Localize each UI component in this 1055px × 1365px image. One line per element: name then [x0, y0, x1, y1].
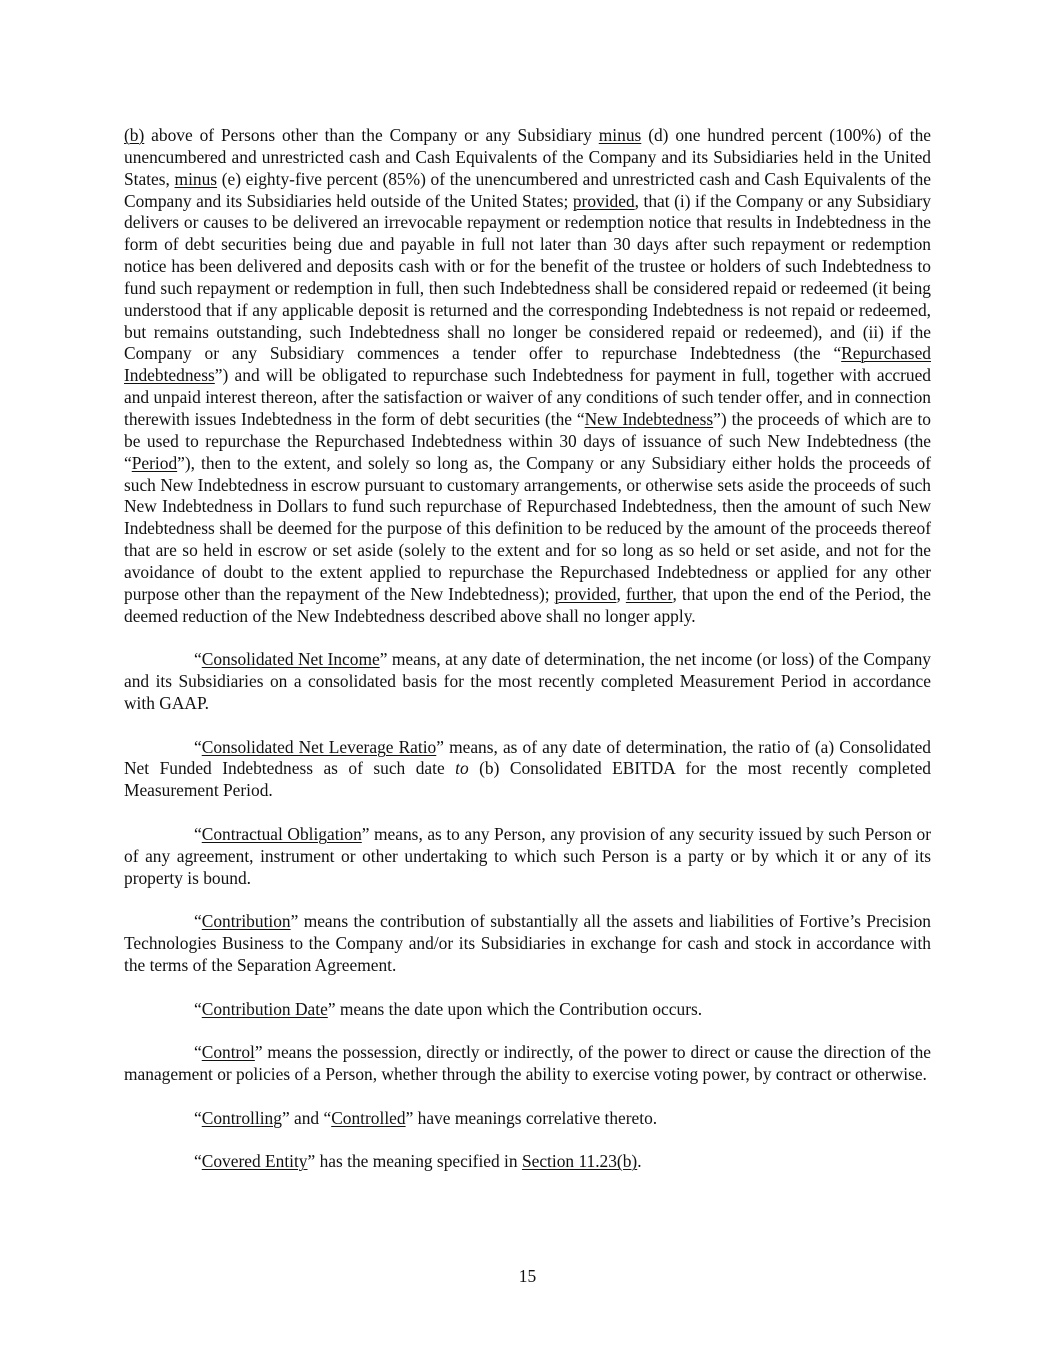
cross-reference-link[interactable]: (b) — [124, 125, 145, 145]
emphasis-minus: minus — [174, 168, 218, 189]
paragraph-text: above of Persons other than the Company or any Subsidiary — [144, 125, 599, 145]
open-quote: “ — [194, 911, 202, 932]
paragraph-text: , — [616, 583, 626, 604]
open-quote: “ — [194, 1107, 202, 1128]
emphasis-further: further — [625, 583, 673, 604]
paragraph-text: , that upon the end of the Period, the deemed reduction of the New Indebtedness described above shall no longer apply. — [124, 583, 931, 626]
italic-to: to — [455, 758, 469, 779]
paragraph-text: ”), then to the extent, and solely so long as, the Company or any Subsidiary either holds the proceeds of such New Indebtedness in escrow pursuant to customary arrangements, or otherwise sets aside the proceeds of such New Indebtedness in Dollars to fund such repurchase of Repurchased Indebtedness, then the amount of such New Indebtedness shall be deemed for the purpose of this definition to be reduced by the amount of the proceeds thereof that are so held in escrow or set aside (solely to the extent and for so long as so held or set aside, and not for the avoidance of doubt to the extent applied to repurchase the Repurchased Indebtedness or applied for any other purpose other than the repayment of the New Indebtedness); — [124, 452, 931, 604]
emphasis-provided: provided — [554, 583, 617, 604]
open-quote: “ — [194, 998, 202, 1019]
open-quote: “ — [194, 1042, 202, 1063]
definition-body: ” means the contribution of substantially all the assets and liabilities of Fortive’s Precision Technologies Business to the Company and/or its Subsidiaries in exchange for cash and stock in accordance with the terms of the Separation Agreement. — [124, 911, 931, 975]
open-quote: “ — [194, 736, 202, 757]
defined-term: Contribution — [201, 911, 291, 932]
defined-term: Consolidated Net Leverage Ratio — [201, 736, 437, 757]
paragraph-text: ”) the proceeds of which are to be used to repurchase the Repurchased Indebtedness within 30 days of issuance of such New Indebtedness (the “ — [124, 408, 931, 473]
definition-consolidated-net-leverage-ratio — [124, 737, 931, 803]
paragraph-text: ”) and will be obligated to repurchase such Indebtedness for payment in full, together with accrued and unpaid interest thereon, after the satisfaction or waiver of any conditions of such tender offer, and in connection therewith issues Indebtedness in the form of debt securities (the “ — [124, 365, 931, 429]
defined-term: Repurchased Indebtedness — [124, 343, 931, 386]
paragraph-text: , that (i) if the Company or any Subsidiary delivers or causes to be delivered an irrevocable repayment or redemption notice that results in Indebtedness in the form of debt securities being due and payable in full not later than 30 days after such repayment or redemption notice has been delivered and deposits cash with or for the benefit of the trustee or holders of such Indebtedness to fund such repayment or redemption in full, then such Indebtedness shall be considered repaid or redeemed (it being understood that if any applicable deposit is returned and the corresponding Indebtedness is not repaid or redeemed, but remains outstanding, such Indebtedness shall no longer be considered repaid or redeemed), and (ii) if the Company or any Subsidiary commences a tender offer to repurchase Indebtedness (the “ — [124, 190, 931, 364]
open-quote: “ — [194, 649, 202, 670]
defined-term: Control — [201, 1042, 255, 1063]
definition-contribution-date — [124, 999, 931, 1021]
definition-control — [124, 1042, 931, 1086]
definition-contractual-obligation — [124, 824, 931, 890]
emphasis-minus: minus — [598, 125, 642, 145]
definition-body: ” means, as to any Person, any provision of any security issued by such Person or of any agreement, instrument or other undertaking to which such Person is a party or by which it or any of its property is bound. — [124, 823, 931, 888]
definition-controlling-controlled — [124, 1108, 931, 1130]
defined-term: Period — [131, 452, 178, 473]
defined-term: New Indebtedness — [584, 408, 714, 429]
definition-body: ” means the date upon which the Contribution occurs. — [327, 998, 703, 1019]
defined-term: Contractual Obligation — [201, 823, 362, 844]
document-page — [124, 125, 931, 1195]
emphasis-provided: provided — [572, 190, 635, 211]
defined-term: Covered Entity — [201, 1151, 308, 1172]
defined-term: Controlled — [331, 1107, 406, 1128]
continuation-paragraph — [124, 125, 931, 627]
definition-consolidated-net-income — [124, 649, 931, 715]
defined-term: Controlling — [201, 1107, 282, 1128]
page-number: 15 — [518, 1266, 537, 1286]
definition-connector: ” and “ — [281, 1107, 332, 1128]
definition-body: ” means, as of any date of determination, the ratio of (a) Consolidated Net Funded Indebtedness as of such date — [124, 736, 931, 779]
definition-tail: . — [637, 1151, 642, 1172]
definition-body: ” means, at any date of determination, the net income (or loss) of the Company and its Subsidiaries on a consolidated basis for the most recently completed Measurement Period in accordance with GAAP. — [124, 649, 931, 713]
open-quote: “ — [194, 1151, 202, 1172]
definition-body: (b) Consolidated EBITDA for the most recently completed Measurement Period. — [124, 758, 931, 801]
paragraph-text: (e) eighty-five percent (85%) of the unencumbered and unrestricted cash and Cash Equivalents of the Company and its Subsidiaries held outside of the United States; — [124, 168, 931, 211]
open-quote: “ — [194, 823, 202, 844]
definition-body: ” have meanings correlative thereto. — [405, 1107, 658, 1128]
section-cross-reference-link[interactable]: Section 11.23(b) — [521, 1151, 638, 1172]
paragraph-text: (d) one hundred percent (100%) of the unencumbered and unrestricted cash and Cash Equivalents of the Company and its Subsidiaries held in the United States, — [124, 125, 931, 189]
defined-term: Contribution Date — [201, 998, 328, 1019]
definition-body: ” means the possession, directly or indirectly, of the power to direct or cause the direction of the management or policies of a Person, whether through the ability to exercise voting power, by contract or otherwise. — [124, 1042, 931, 1084]
definition-contribution — [124, 911, 931, 977]
defined-term: Consolidated Net Income — [201, 649, 380, 670]
definition-body: ” has the meaning specified in — [307, 1151, 522, 1172]
definition-covered-entity — [124, 1151, 931, 1173]
